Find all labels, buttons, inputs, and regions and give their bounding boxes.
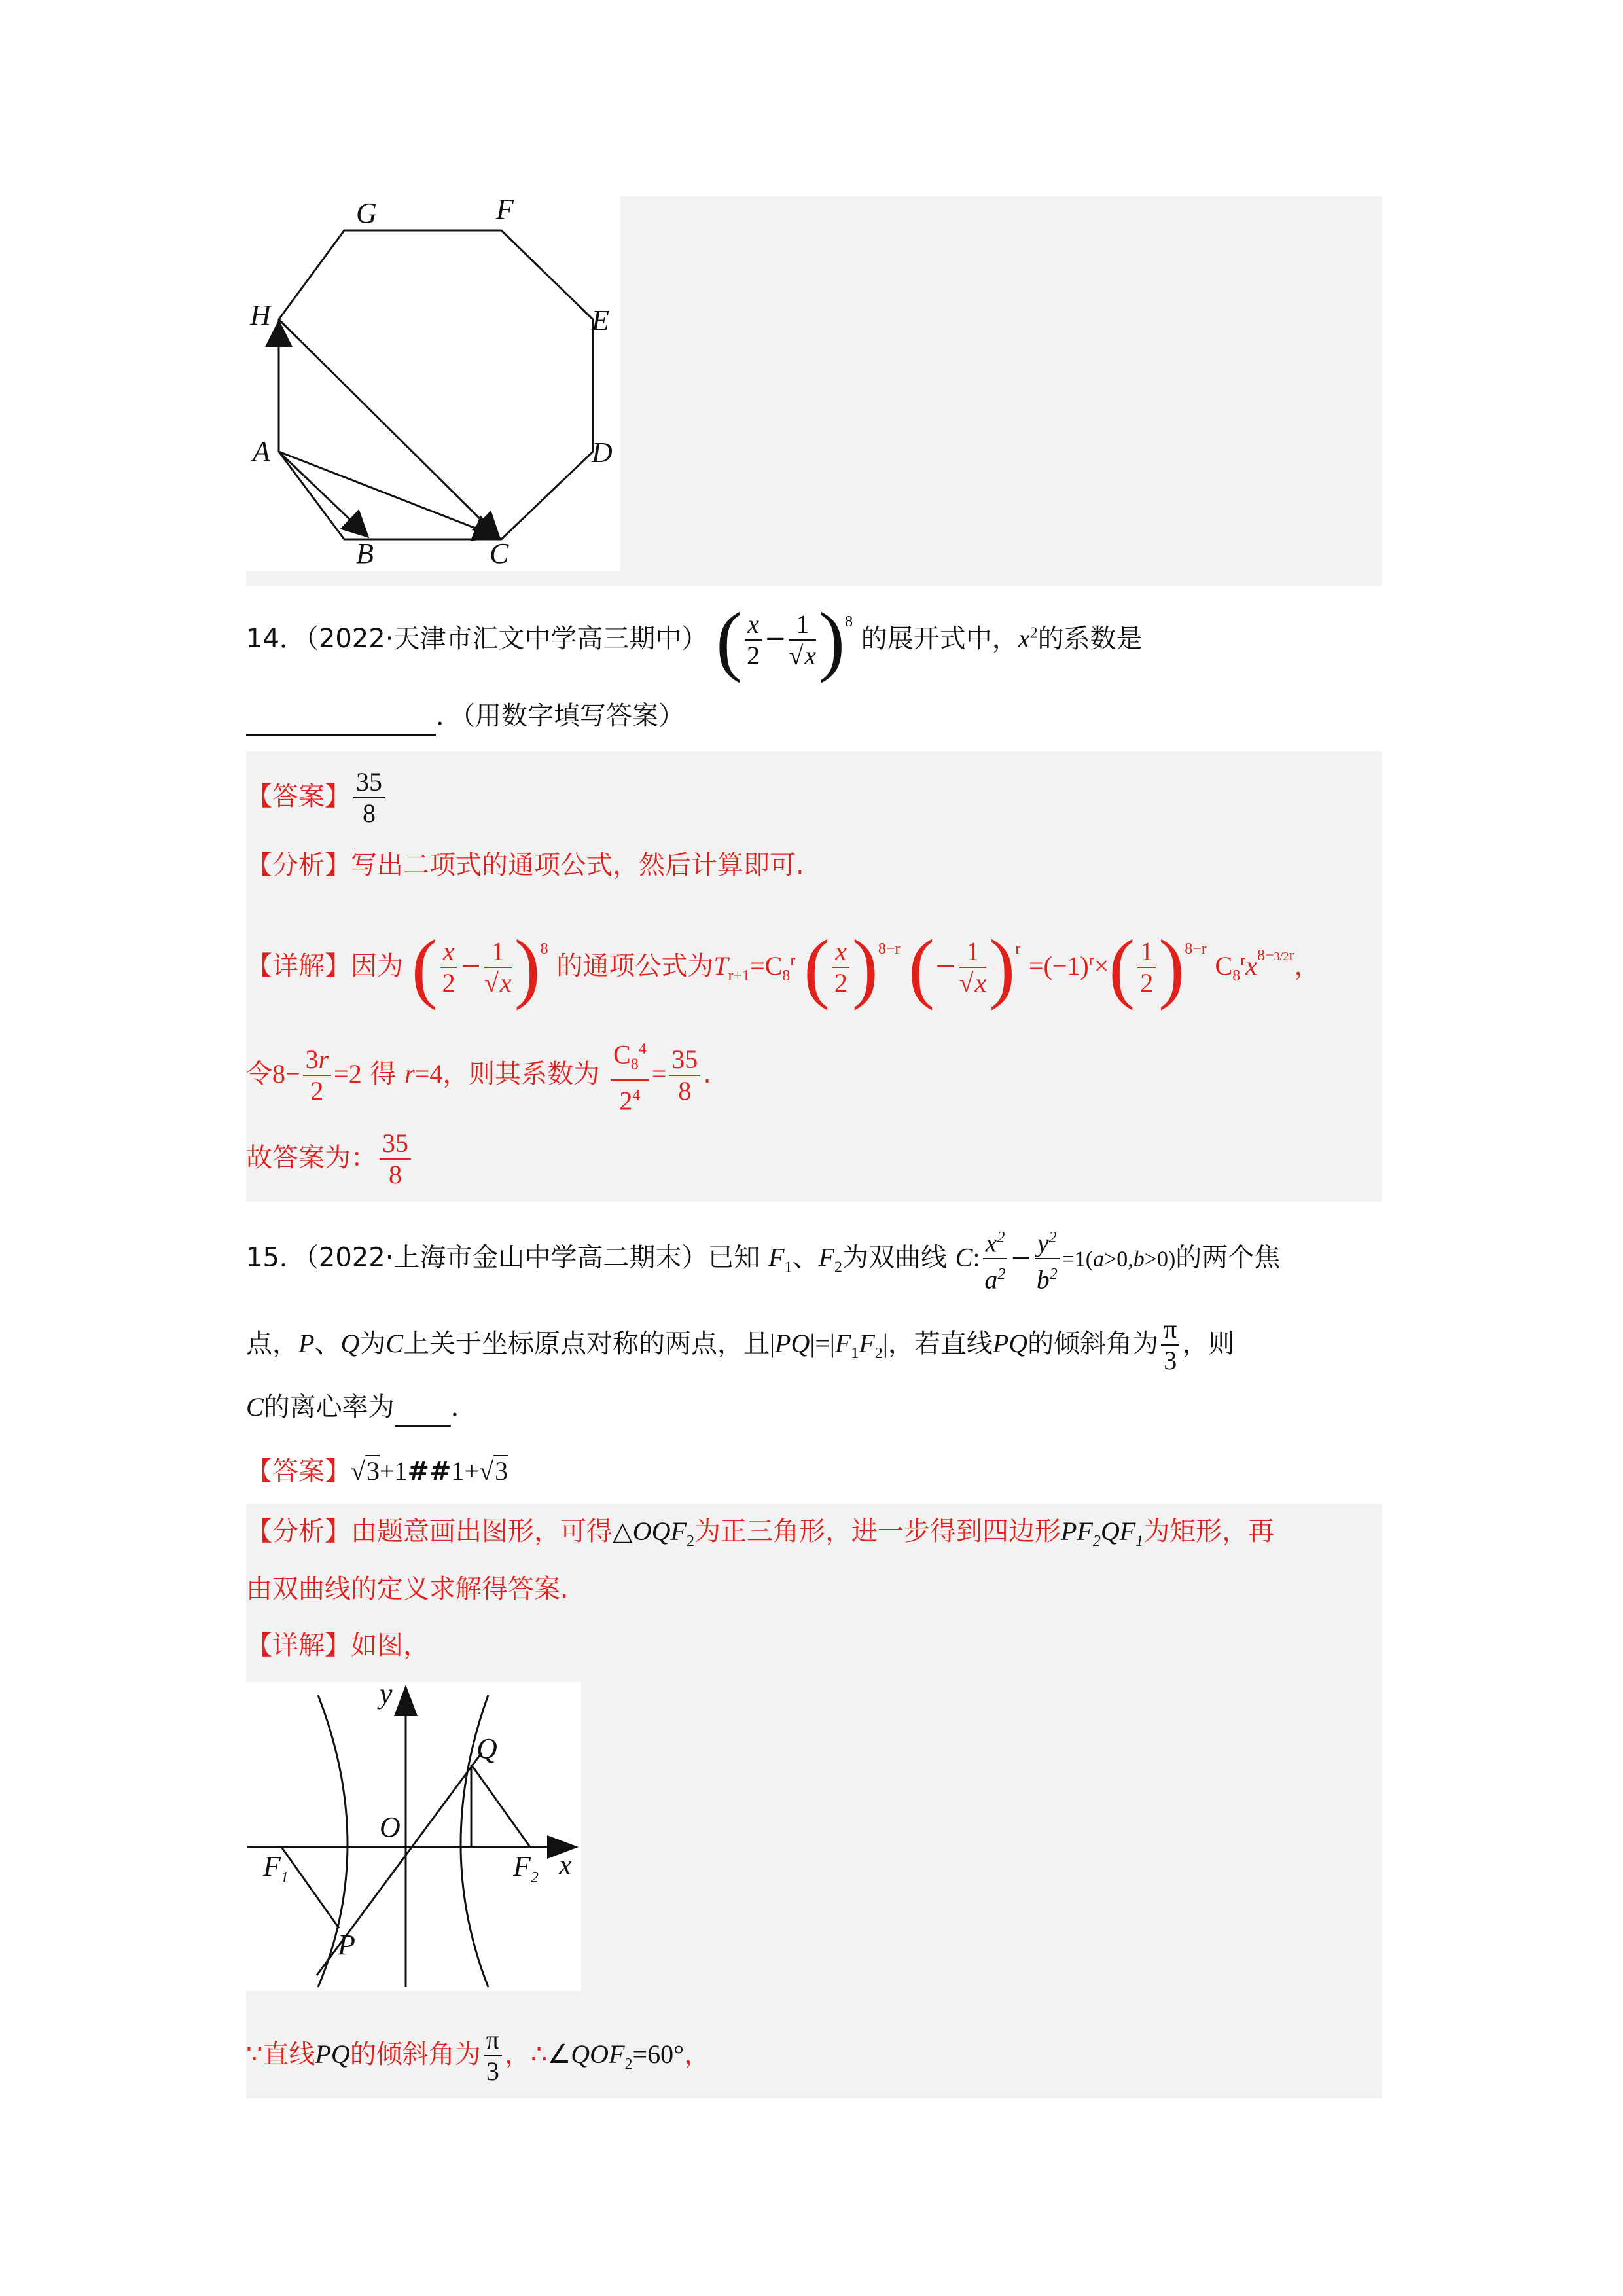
q15-line2: 点，P、Q为C上关于坐标原点对称的两点，且$|PQ|=|F_1F_2|$，若直线PQ的倾斜角为 $\frac{\pi}{3}$ ，则 (246, 1314, 1235, 1375)
answer-blank-15 (395, 1399, 451, 1427)
label-O: O (380, 1811, 401, 1843)
a15-analysis-line1: 【分析】由题意画出图形，可得$\triangle OQF_2$为正三角形，进一步得到四边形$PF_2QF_1$为矩形，再 (246, 1516, 1275, 1550)
a14-answer: 【答案】 $\frac{35}{8}$ (246, 767, 387, 829)
label-E: E (592, 304, 609, 336)
a15-last-line: ∵直线PQ的倾斜角为 $\frac{\pi}{3}$ ，$\therefore\angle QOF_2=60^\circ$， (246, 2025, 711, 2086)
a14-detail-line3: 故答案为： $\frac{35}{8}$ (246, 1128, 414, 1190)
label-y: y (380, 1677, 393, 1710)
octagon-figure (246, 193, 620, 571)
label-x: x (559, 1849, 572, 1881)
q14-line2: ．（用数字填写答案） (246, 696, 685, 736)
hyperbola-figure (246, 1677, 581, 1991)
q15-line3: C的离心率为 ． (246, 1388, 477, 1427)
q15-line1: 15．（2022·上海市金山中学高二期末）已知 $F_1$、$F_2$为双曲线 C: $\frac{x^2}{a^2}$ − $\frac{y^2}{b^2}$ =1(a>0,b>0)的两个焦 (246, 1223, 1280, 1295)
label-D: D (592, 437, 613, 469)
label-G: G (356, 197, 377, 229)
label-H: H (250, 299, 271, 331)
answer-blank (246, 708, 436, 736)
a14-detail-line1: 【详解】因为 ( $\frac{x}{2}$ − $\frac{1}{√x}$ )$^8$ 的通项公式为$T_{r+1}=C_8^r$ ( $\frac{x}{2}$ )$^{8-r}$ (− $\frac{1}{√x}$ )$^r =(-1)^r\times$( $\frac{1}{2}$ )$^{8-r}$ $C_8^rx^{8-3/2r}$， (246, 924, 1321, 1011)
label-B: B (356, 537, 374, 569)
a15-answer: 【答案】√3+1##1+√3 (246, 1456, 508, 1486)
a15-analysis-line2: 由双曲线的定义求解得答案. (246, 1574, 569, 1604)
label-F2: $F_2$ (513, 1850, 539, 1886)
a14-analysis: 【分析】写出二项式的通项公式，然后计算即可. (246, 850, 804, 880)
a15-detail: 【详解】如图， (246, 1630, 429, 1660)
label-F: F (496, 193, 514, 225)
label-C: C (490, 537, 509, 569)
label-Q: Q (476, 1732, 497, 1765)
q14-line1: 14．（2022·天津市汇文中学高三期中） ( $\frac{x}{2}$ − $\frac{1}{√x}$ )$^8$ 的展开式中，$x^2$的系数是 (246, 596, 1143, 683)
label-A: A (253, 435, 270, 467)
a14-detail-line2: 令8− $\frac{3r}{2}$ =2 得 r=4，则其系数为 $\frac{C_8^4}{2^4}$ = $\frac{35}{8}$ . (246, 1034, 711, 1117)
label-F1: $F_1$ (263, 1850, 289, 1886)
label-P: P (338, 1929, 355, 1961)
